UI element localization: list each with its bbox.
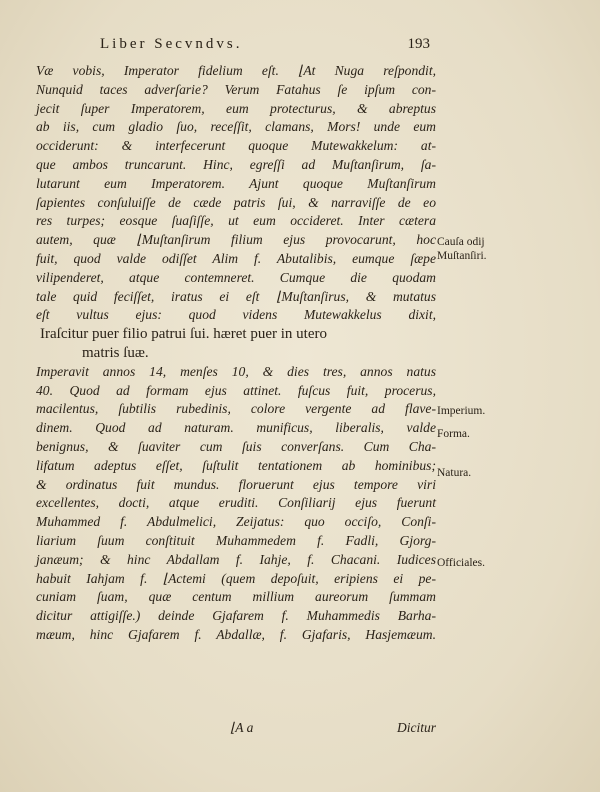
text-line: lifatum adeptus eſſet, ſuſtulit tentationem ab hominibus; — [36, 457, 436, 473]
running-title: Liber Secvndvs. — [100, 36, 243, 52]
margin-note-forma: Forma. — [437, 428, 470, 440]
text-line: fuit, quod valde odiſſet Alim f. Abutalibis, eumque ſæpe — [36, 250, 436, 266]
text-line: janæum; & hinc Abdallam f. Iahje, f. Chacani. Iudices — [36, 551, 436, 567]
text-line: res turpes; eosque ſuaſiſſe, ut eum occideret. Inter cætera — [36, 213, 436, 229]
text-line: Væ vobis, Imperator fidelium eſt. ⌊At Nuga reſpondit, — [36, 63, 436, 78]
verse-line: matris ſuæ. — [82, 344, 149, 361]
page-number: 193 — [407, 36, 430, 52]
text-line: vilipenderet, atque contemneret. Cumque die quodam — [36, 269, 436, 285]
text-line: mæum, hinc Gjafarem f. Abdallæ, f. Gjafaris, Hasjemæum. — [36, 626, 436, 642]
text-line: autem, quæ ⌊Muſtanſirum filium ejus provocarunt, hoc — [36, 232, 436, 248]
text-line: eſt vultus ejus: quod videns Mutewakkelus dixit, — [36, 307, 436, 323]
text-line: lutarunt eum Imperatorem. Ajunt quoque Muſtanſirum — [36, 175, 436, 191]
page-footer — [36, 720, 436, 738]
text-line: 40. Quod ad formam ejus attinet. fuſcus fuit, procerus, — [36, 382, 436, 398]
text-line: jecit ſuper Imperatorem, eum protecturus, & abreptus — [36, 100, 436, 116]
text-line: Muhammed f. Abdulmelici, Zeijatus: quo occiſo, Conſi- — [36, 514, 436, 530]
text-line: Imperavit annos 14, menſes 10, & dies tres, annos natus — [36, 363, 436, 379]
text-line: Nunquid taces adverſarie? Verum Fatahus ſe ipſum con- — [36, 81, 436, 97]
main-text-block — [36, 62, 436, 645]
text-line: ab iis, cum gladio ſuo, receſſit, clamans, Mors! unde eum — [36, 119, 436, 135]
text-line: occiderunt: & interfecerunt quoque Mutewakkelum: at- — [36, 138, 436, 154]
text-line: dinem. Quod ad naturam. munificus, liberalis, valde — [36, 420, 436, 436]
paragraph-before-verse — [36, 62, 436, 325]
text-line: dicitur attigiſſe.) deinde Gjafarem f. Muhammedis Barha- — [36, 608, 436, 624]
text-line: & ordinatus fuit mundus. floruerunt ejus tempore viri — [36, 476, 436, 492]
text-line: que ambos truncarunt. Hinc, egreſſi ad Muſtanſirum, ſa- — [36, 156, 436, 172]
catchword: Dicitur — [397, 720, 436, 735]
margin-note-causa-cont: Muſtanſiri. — [437, 250, 487, 262]
margin-note-natura: Natura. — [437, 467, 472, 479]
running-header — [100, 36, 430, 56]
text-line: habuit Iahjam f. ⌊Actemi (quem depoſuit, eripiens ei pe- — [36, 570, 436, 586]
text-line: macilentus, ſubtilis rubedinis, colore vergente ad flave- — [36, 401, 436, 417]
signature-mark: ⌊A a — [230, 720, 254, 735]
margin-note-imperium: Imperium. — [437, 405, 486, 417]
text-line: benignus, & ſuaviter cum ſuis converſans. Cum Cha- — [36, 438, 436, 454]
text-line: tale quid feciſſet, iratus ei eſt ⌊Muſtanſirus, & mutatus — [36, 288, 436, 304]
verse-line: Iraſcitur puer filio patrui ſui. hæret puer in utero — [40, 326, 327, 343]
text-line: ſapientes conſuluiſſe de cæde patris ſui, & narraviſſe de eo — [36, 194, 436, 210]
margin-note-causa: Cauſa odij — [437, 236, 485, 248]
paragraph-after-verse — [36, 363, 436, 645]
text-line: cuniam ſuam, quæ centum millium aureorum ſummam — [36, 589, 436, 605]
text-line: excellentes, docti, atque eruditi. Conſiliarij ejus fuerunt — [36, 495, 436, 511]
verse-quotation — [36, 325, 436, 363]
text-line: liarium ſuum conſtituit Muhammedem f. Fadli, Gjorg- — [36, 532, 436, 548]
margin-note-officiales: Officiales. — [437, 557, 486, 569]
